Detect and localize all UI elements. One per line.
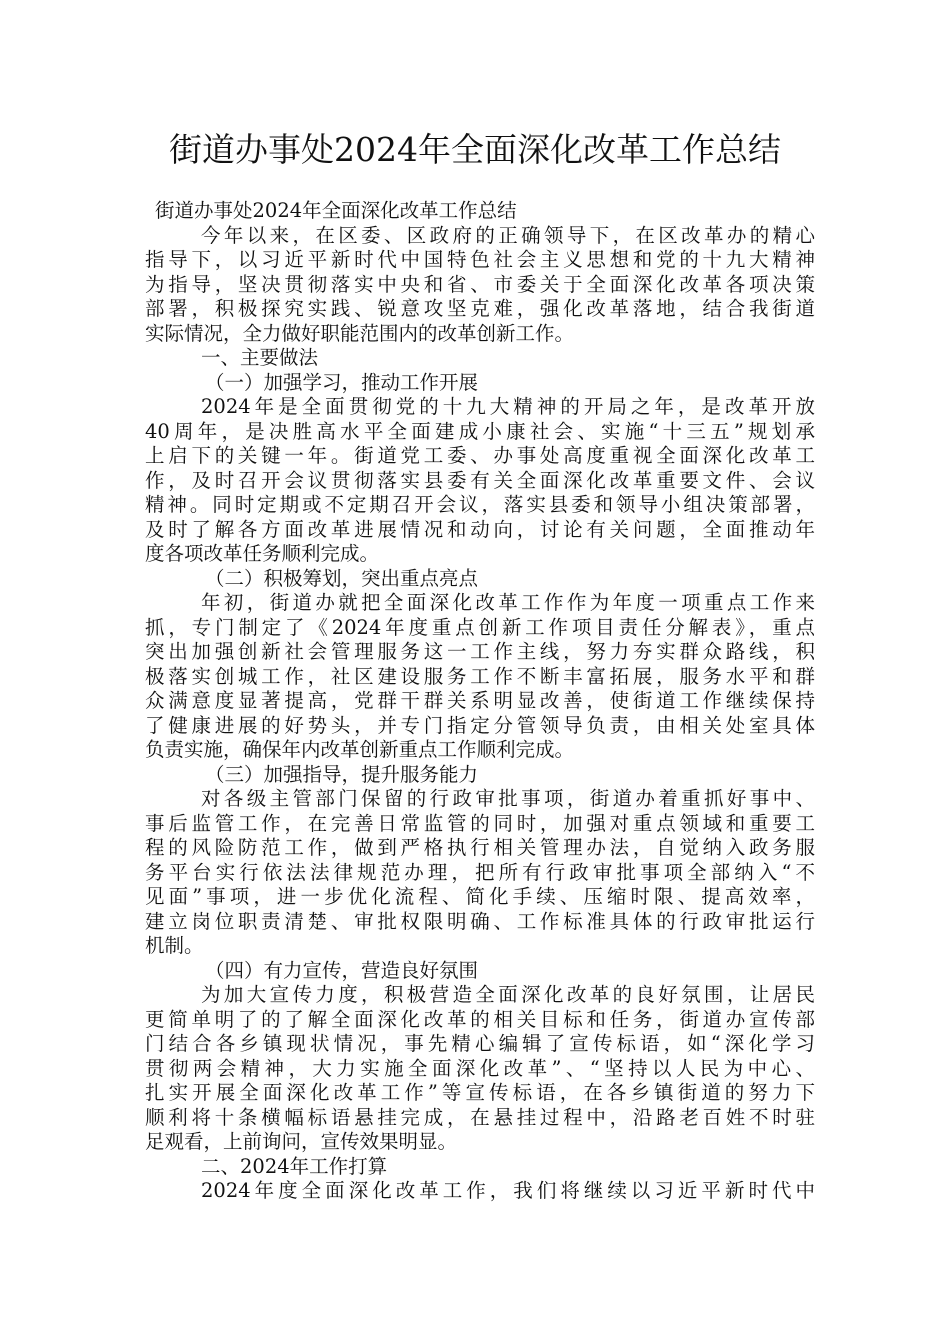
paragraph-line: 门结合各乡镇现状情况，事先精心编辑了宣传标语，如“深化学习: [145, 1032, 815, 1055]
paragraph-line: 今年以来，在区委、区政府的正确领导下，在区改革办的精心: [201, 223, 815, 247]
paragraph-line: 扎实开展全面深化改革工作”等宣传标语，在各乡镇街道的努力下: [145, 1081, 815, 1104]
paragraph-line: 精神。同时定期或不定期召开会议，落实县委和领导小组决策部署，: [145, 493, 815, 516]
paragraph-line: 抓，专门制定了《2024年度重点创新工作项目责任分解表》，重点: [145, 615, 815, 639]
paragraph-line: 机制。: [145, 934, 204, 957]
section-heading: 一、主要做法: [201, 346, 319, 369]
paragraph-line: 部署，积极探究实践、锐意攻坚克难，强化改革落地，结合我街道: [145, 297, 815, 320]
paragraph-line: 贯彻两会精神，大力实施全面深化改革”、“坚持以人民为中心、: [145, 1056, 815, 1080]
paragraph-line: 突出加强创新社会管理服务这一工作主线，努力夯实群众路线，积: [145, 640, 815, 663]
paragraph-line: 40周年，是决胜高水平全面建成小康社会、实施“十三五”规划承: [145, 419, 815, 443]
section-heading: 二、2024年工作打算: [201, 1154, 388, 1178]
paragraph-line: 极落实创城工作，社区建设服务工作不断丰富拓展，服务水平和群: [145, 664, 815, 688]
section-heading: （一）加强学习，推动工作开展: [205, 370, 479, 394]
paragraph-line: 及时了解各方面改革进展情况和动向，讨论有关问题，全面推动年: [145, 517, 815, 541]
paragraph-line: 见面”事项，进一步优化流程、简化手续、压缩时限、提高效率，: [145, 885, 815, 908]
paragraph-line: 为加大宣传力度，积极营造全面深化改革的良好氛围，让居民: [201, 983, 815, 1006]
document-subtitle: 街道办事处2024年全面深化改革工作总结: [155, 199, 517, 222]
document-body: [145, 199, 815, 1204]
paragraph-line: 为指导，坚决贯彻落实中央和省、市委关于全面深化改革各项决策: [145, 272, 815, 296]
section-heading: （四）有力宣传，营造良好氛围: [205, 958, 479, 982]
paragraph-line: 实际情况，全力做好职能范围内的改革创新工作。: [145, 321, 575, 345]
paragraph-line: 年初，街道办就把全面深化改革工作作为年度一项重点工作来: [201, 591, 815, 614]
paragraph-line: 程的风险防范工作，做到严格执行相关管理办法，自觉纳入政务服: [145, 836, 815, 859]
paragraph-line: 众满意度显著提高，党群干群关系明显改善，使街道工作继续保持: [145, 689, 815, 712]
paragraph-line: 指导下，以习近平新时代中国特色社会主义思想和党的十九大精神: [145, 248, 815, 271]
paragraph-line: 对各级主管部门保留的行政审批事项，街道办着重抓好事中、: [201, 787, 815, 810]
paragraph-line: 事后监管工作，在完善日常监管的同时，加强对重点领域和重要工: [145, 811, 815, 835]
paragraph-line: 务平台实行依法法律规范办理，把所有行政审批事项全部纳入“不: [145, 860, 815, 884]
paragraph-line: 负责实施，确保年内改革创新重点工作顺利完成。: [145, 738, 575, 761]
paragraph-line: 足观看，上前询问，宣传效果明显。: [145, 1130, 458, 1153]
paragraph-line: 建立岗位职责清楚、审批权限明确、工作标准具体的行政审批运行: [145, 909, 815, 933]
paragraph-line: 顺利将十条横幅标语悬挂完成，在悬挂过程中，沿路老百姓不时驻: [145, 1105, 815, 1129]
paragraph-line: 上启下的关键一年。街道党工委、办事处高度重视全面深化改革工: [145, 444, 815, 467]
document-title: 街道办事处2024年全面深化改革工作总结: [169, 130, 781, 169]
section-heading: （三）加强指导，提升服务能力: [205, 762, 479, 786]
paragraph-line: 了健康进展的好势头，并专门指定分管领导负责，由相关处室具体: [145, 713, 815, 737]
paragraph-line: 2024年是全面贯彻党的十九大精神的开局之年，是改革开放: [201, 395, 815, 418]
paragraph-line: 度各项改革任务顺利完成。: [145, 542, 380, 565]
section-heading: （二）积极筹划，突出重点亮点: [205, 566, 479, 590]
paragraph-line: 更简单明了的了解全面深化改革的相关目标和任务，街道办宣传部: [145, 1007, 815, 1031]
paragraph-line: 作，及时召开会议贯彻落实县委有关全面深化改革重要文件、会议: [145, 468, 815, 492]
paragraph-line: 2024年度全面深化改革工作，我们将继续以习近平新时代中: [201, 1179, 815, 1202]
